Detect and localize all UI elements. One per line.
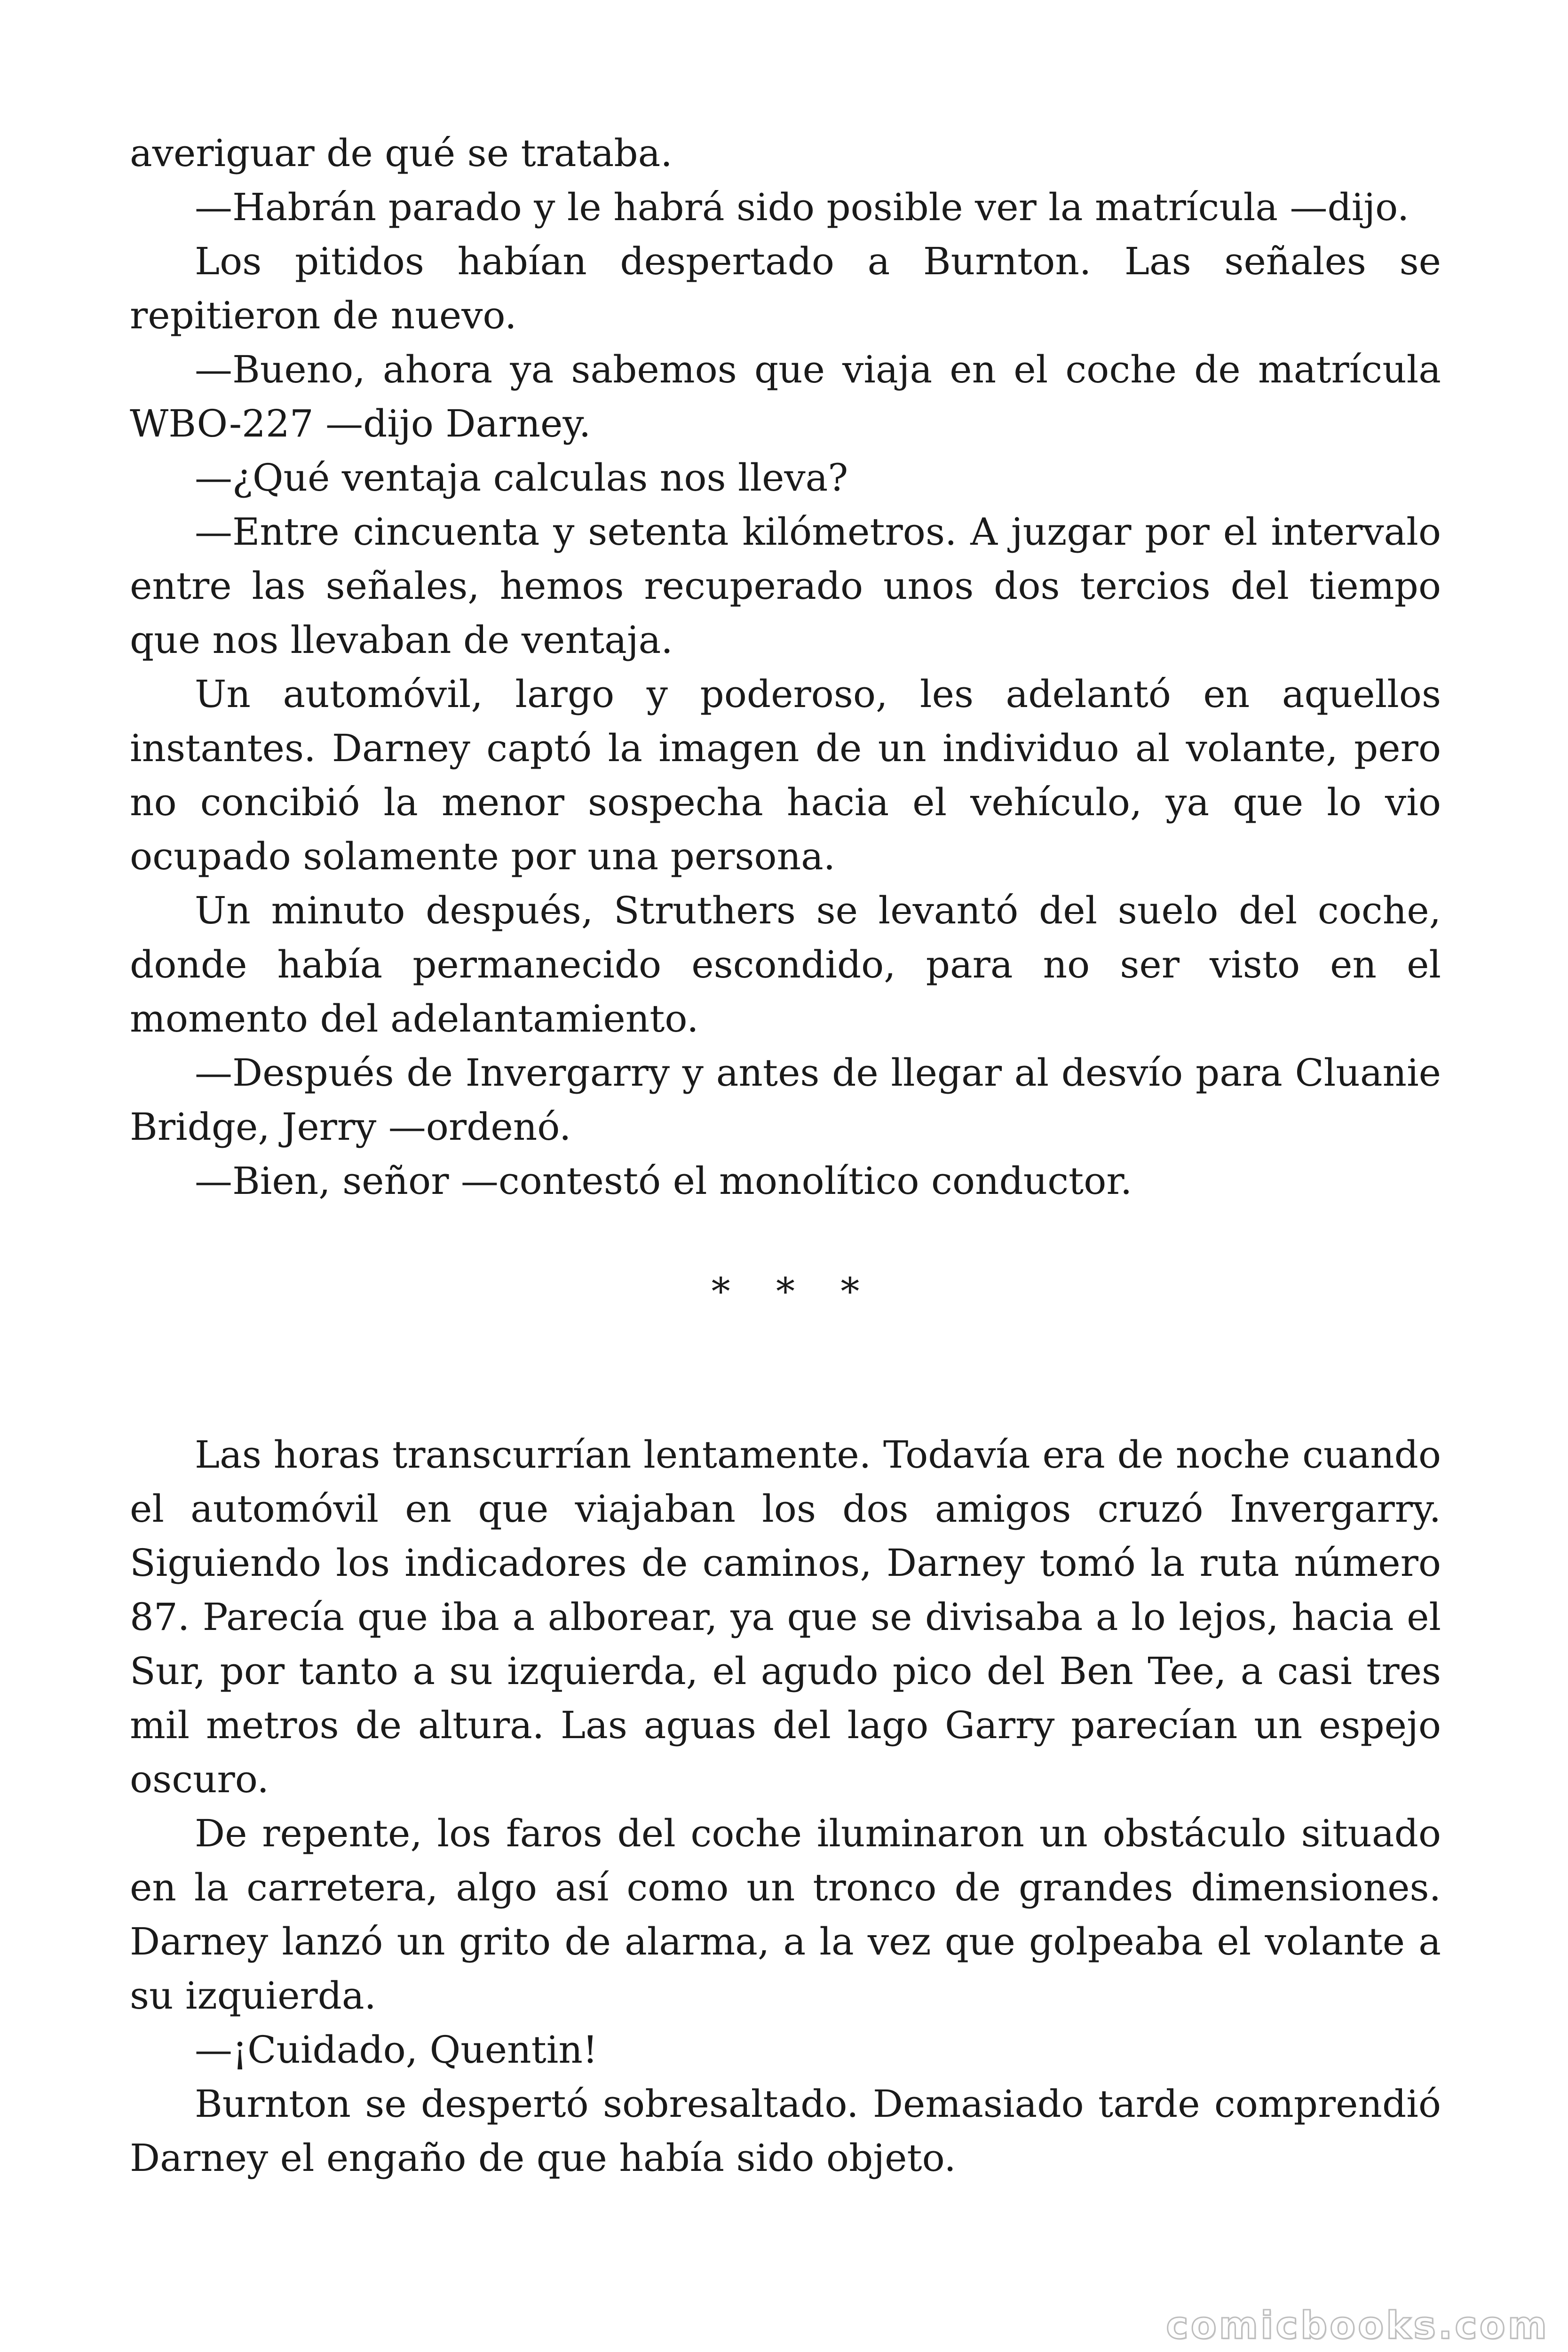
paragraph: —¿Qué ventaja calculas nos lleva? (195, 456, 848, 500)
paragraph: —¡Cuidado, Quentin! (195, 2028, 598, 2072)
paragraph: Un minuto después, Struthers se levantó del suelo del coche, donde había permanecido escondido, para no ser visto en el momento del adelantamiento. (130, 889, 1441, 1041)
paragraph: —Bueno, ahora ya sabemos que viaja en el coche de matrícula WBO-227 —dijo Darney. (130, 348, 1441, 445)
paragraph: —Bien, señor —contestó el monolítico conductor. (195, 1159, 1132, 1203)
paragraph: Un automóvil, largo y poderoso, les adelantó en aquellos instantes. Darney captó la imagen de un individuo al volante, pero no concibió la menor sospecha hacia el vehículo, ya que lo vio ocupado solamente por una persona. (130, 672, 1441, 878)
paragraph: Las horas transcurrían lentamente. Todavía era de noche cuando el automóvil en que viajaban los dos amigos cruzó Invergarry. Siguiendo los indicadores de caminos, Darney tomó la ruta número 87. Parecía que iba a alborear, ya que se divisaba a lo lejos, hacia el Sur, por tanto a su izquierda, el agudo pico del Ben Tee, a casi tres mil metros de altura. Las aguas del lago Garry parecían un espejo oscuro. (130, 1433, 1441, 1801)
scene-break: * * * (711, 1270, 877, 1313)
paragraph: Los pitidos habían despertado a Burnton. Las señales se repitieron de nuevo. (130, 239, 1441, 337)
page-body (130, 126, 1441, 2185)
paragraph: —Habrán parado y le habrá sido posible ver la matrícula —dijo. (195, 185, 1410, 229)
paragraph: Burnton se despertó sobresaltado. Demasiado tarde comprendió Darney el engaño de que había sido objeto. (130, 2082, 1441, 2180)
paragraph: —Entre cincuenta y setenta kilómetros. A juzgar por el intervalo entre las señales, hemos recuperado unos dos tercios del tiempo que nos llevaban de ventaja. (130, 510, 1441, 662)
watermark: comicbooks.com (1166, 2304, 1549, 2347)
paragraph: —Después de Invergarry y antes de llegar al desvío para Cluanie Bridge, Jerry —ordenó. (130, 1051, 1441, 1149)
paragraph: De repente, los faros del coche iluminaron un obstáculo situado en la carretera, algo así como un tronco de grandes dimensiones. Darney lanzó un grito de alarma, a la vez que golpeaba el volante a su izquierda. (130, 1812, 1441, 2018)
paragraph: averiguar de qué se trataba. (130, 131, 673, 175)
